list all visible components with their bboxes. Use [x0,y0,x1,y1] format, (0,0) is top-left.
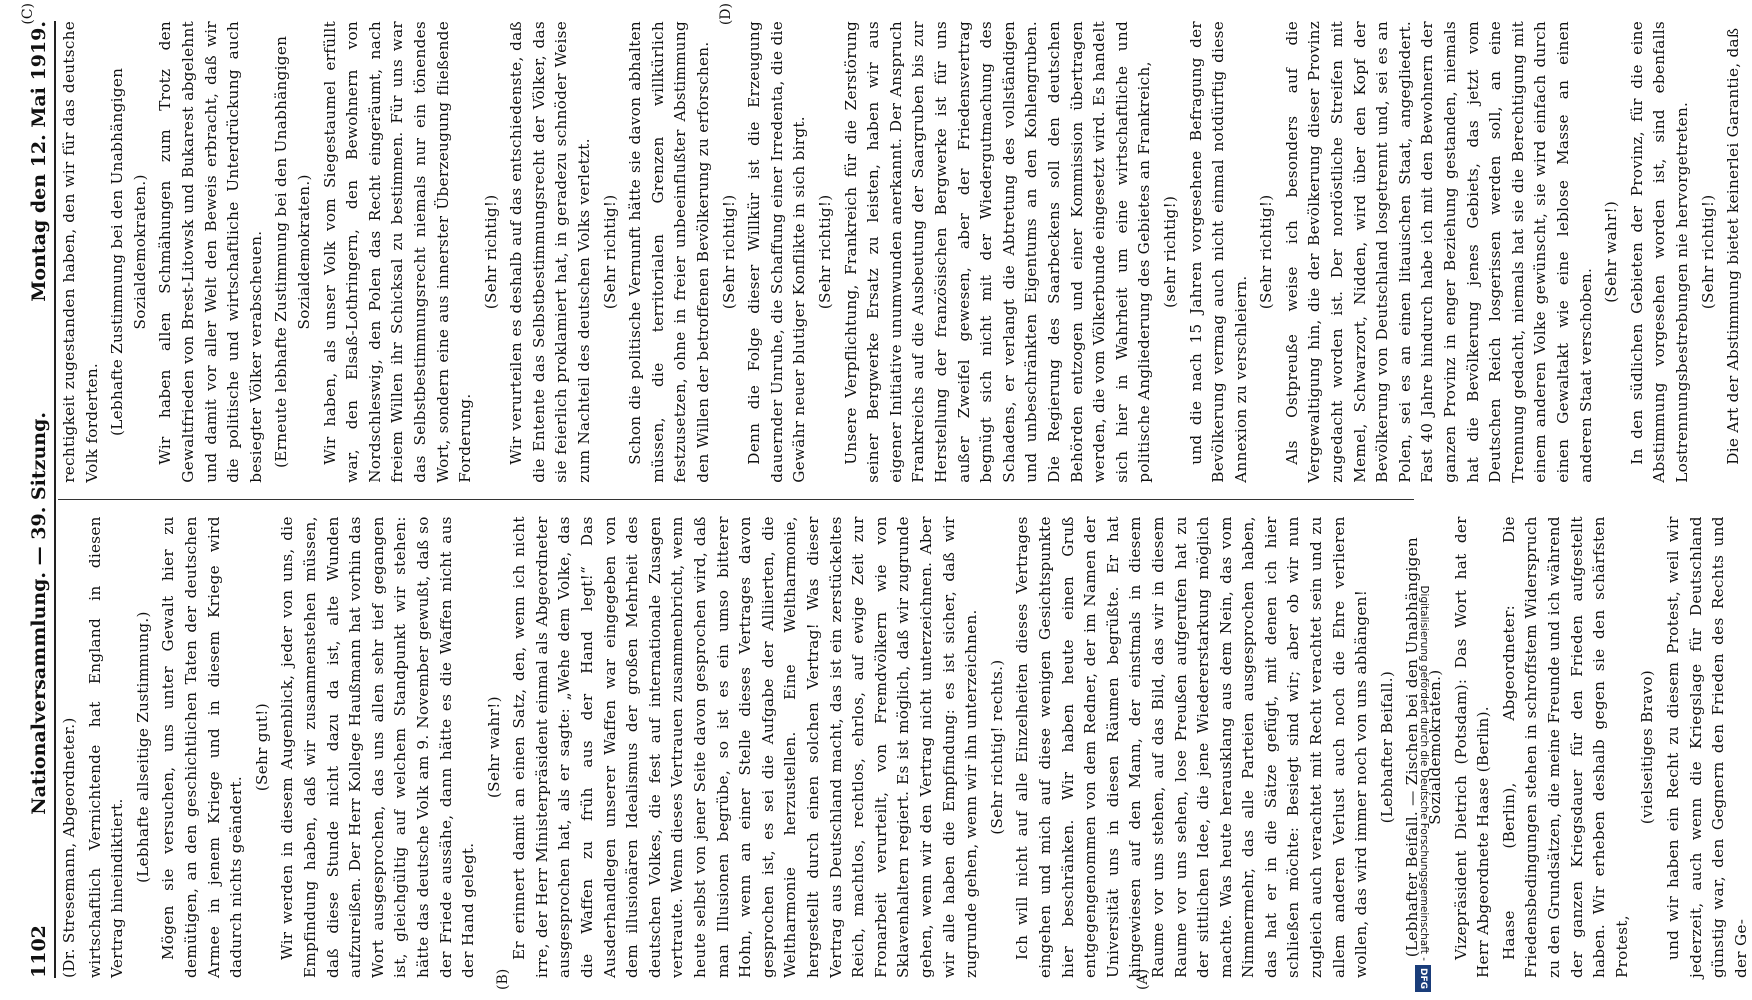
paragraph: Die Art der Abstimmung bietet keinerlei Garantie, daß [1724,27,1743,465]
paragraph: Wir verurteilen es deshalb auf das entschiedenste, daß die Entente das Selbstbestimmungsrecht der Völker, das sie feierlich proklamiert hat, in geradezu schnöder Weise zum Nachteil des deutschen Volks verletzt. [507,21,594,483]
margin-label-a: (A) [1135,968,1151,990]
interjection: (Sehr richtig!) [1698,194,1717,310]
interjection: (Sehr wahr!) [484,696,503,799]
paragraph: Ich will nicht auf alle Einzelheiten dieses Vertrages eingehen und mich auf diese wenigen Gesichtspunkte hier beschränken. Wir haben heute einen Gruß entgegengenommen von dem Redner, der im Namen der Universität uns in diesen Räumen begrüßte. Er hat hingewiesen auf den Mann, der einstmals in diesem Raume vor uns stehen, auf das Bild, das wir in diesem Raume vor uns sehen, lose Preußen aufgerufen hat zu der sittlichen Idee, die jene Wiedererstarkung möglich machte. Was heute herausklang aus dem Nein, das vom Nimmermehr, das alle Parteien ausgesprochen haben, das hat er in die Sätze gefügt, mit denen ich hier schließen möchte: Besiegt sind wir; aber ob wir nun zugleich auch verachtet mit Recht verachtet sein und zu allem anderen Verlust auch noch die Ehre verlieren wollen, das wird immer noch von uns abhängen! [1013,516,1371,978]
interjection: (Lebhafte allseitige Zustimmung.) [133,611,152,884]
paragraph: und die nach 15 Jahren vorgesehene Befragung der Bevölkerung vermag auch nicht einmal notdürftig diese Annexion zu verschleiern. [1186,21,1250,483]
paragraph: Er erinnert damit an einen Satz, den, wenn ich nicht irre, der Herr Ministerpräsident einmal als Abgeordneter ausgesprochen hat, als er sagte: „Wehe dem Volke, das die Waffen zu früh aus der Hand legt!“ Das Ausderhandlegen unserer Waffen war eingegeben von dem illusionären Idealismus der großen Mehrheit des deutschen Volkes, die fest auf internationale Zusagen vertraute. Wenn dieses Vertrauen zusammenbricht, wenn heute selbst von jener Seite davon gesprochen wird, daß man Illusionen begrübe, so ist es ein umso bitterer Hohn, wenn an einer Stelle dieses Vertrages davon gesprochen ist, es sei die Aufgabe der Alliierten, die Weltharmonie herzustellen. Eine Weltharmonie, hergestellt durch einen solchen Vertrag! Was dieser Vertrag aus Deutschland macht, das ist ein zerstückeltes Reich, machtlos, rechtlos, ehrlos, auf ewige Zeit zur Fronarbeit verurteilt, von Fremdvölkern wie von Sklavenhaltern regiert. Es ist möglich, daß wir zugrunde gehen, wenn wir den Vertrag nicht unterzeichnen. Aber wir alle haben die Empfindung: es ist sicher, daß wir zugrunde gehen, wenn wir ihn unterzeichnen. [510,516,981,978]
paragraph: Mögen sie versuchen, uns unter Gewalt hier zu demütigen, an den geschichtlichen Taten der deutschen Armee in jenem Kriege und in diesem Kriege wird dadurch nichts geändert. [159,516,246,978]
margin-label-d: (D) [718,3,734,26]
paragraph: und wir haben ein Recht zu diesem Protest, weil wir jederzeit, auch wenn die Kriegslage für Deutschland günstig war, den Gegnern den Frieden des Rechts und der Ge- [1663,516,1750,978]
paragraph: Schon die politische Vernunft hätte sie davon abhalten müssen, die territorialen Grenzen willkürlich festzusetzen, ohne in freier unbeeinflußter Abstimmung den Willen der betroffenen Bevölkerung zu erforschen. [626,21,713,483]
paragraph: Wir werden in diesem Augenblick, jeder von uns, die Empfindung haben, daß wir zusammenstehen müssen, daß diese Stunde nicht dazu da ist, alte Wunden aufzureißen. Der Herr Kollege Haußmann hat vorhin das Wort ausgesprochen, das uns allen sehr tief gegangen ist, gleichgültig auf welchem Standpunkt wir stehen: hätte das deutsche Volk am 9. November gewußt, daß so der Friede aussähe, dann hätte es die Waffen nicht aus der Hand gelegt. [278,516,478,978]
interjection: (Erneute lebhafte Zustimmung bei den Unabhängigen Sozialdemokraten.) [272,35,313,468]
interjection: (Sehr richtig!) [600,194,619,310]
speaker-note: (Dr. Stresemann, Abgeordneter.) [60,717,78,978]
interjection: (Sehr richtig!) [1257,194,1276,310]
interjection: (Sehr richtig!) [816,194,834,310]
interjection: (Lebhafter Beifall. — Zischen bei den Unabhängigen Sozialdemokraten.) [1403,536,1445,958]
paragraph: Haase (Berlin), Abgeordneter: Die Friedensbedingungen stehen in schroffstem Widerspruch zu den Grundsätzen, die meine Freunde und ich während der ganzen Kriegsdauer für den Frieden aufgestellt haben. Wir erheben deshalb gegen sie den schärfsten Protest, [1499,516,1631,978]
interjection: (Sehr wahr!) [1602,200,1621,303]
paragraph: Unsere Verpflichtung, Frankreich für die Zerstörung seiner Bergwerke Ersatz zu leisten, haben wir aus eigener Initiative unumwunden anerkannt. Der Anspruch Frankreichs auf die Ausbeutung der Saargruben bis zur Herstellung der französischen Bergwerke ist für uns außer Zweifel gewesen, aber der Friedensvertrag begnügt sich nicht mit der Wiedergutmachung des Schadens, er verlangt die Abtretung des vollständigen und unbeschränkten Eigentums an den Kohlengruben. Die Regierung des Saarbeckens soll den deutschen Behörden entzogen und einer Kommission übertragen werden, die vom Völkerbunde eingesetzt wird. Es handelt sich hier in Wahrheit um eine wirtschaftliche und politische Angliederung des Gebietes an Frankreich, [841,21,1154,483]
page-header [8,21,56,978]
margin-label-b: (B) [495,968,511,990]
paragraph: Vizepräsident Dietrich (Potsdam): Das Wort hat der Herr Abgeordnete Haase (Berlin). [1451,516,1493,978]
sidebar-credit [1416,8,1432,992]
interjection: (Sehr gut!) [252,703,271,792]
paragraph: Denn die Folge dieser Willkür ist die Erzeugung dauernder Unruhe, die Schaffung einer Irredenta, die die Gewähr neuer blutiger Konflikte in sich birgt. [745,21,809,483]
paragraph: wirtschaftlich Vernichtende hat England in diesen Vertrag hineindiktiert. [85,516,127,978]
digitization-sidebar [1416,8,1432,992]
paragraph: Als Ostpreuße weise ich besonders auf die Vergewaltigung hin, die der Bevölkerung dieser Provinz zugedacht worden ist. Der nordöstliche Streifen mit Memel, Schwarzort, Nidden, wird über den Kopf der Bevölkerung von Deutschland losgetrennt und, sei es an Polen, sei es an einen litauischen Staat, angegliedert. Fast 40 Jahre hindurch habe ich mit den Bewohnern der ganzen Provinz in enger Beziehung gestanden, niemals hat die Bevölkerung jenes Gebiets, das jetzt vom Deutschen Reich losgerissen werden soll, an eine Trennung gedacht, niemals hat sie die Berechtigung mit einem anderen Volke gewünscht, sie wird einfach durch einen Gewaltakt wie eine leblose Masse an einen anderen Staat verschoben. [1282,21,1595,483]
interjection: (Sehr richtig! rechts.) [987,659,1006,835]
paragraph: In den südlichen Gebieten der Provinz, für die eine Abstimmung vorgesehen worden ist, sind ebenfalls Lostrennungsbestrebungen nie hervorgetreten. [1627,21,1691,483]
sidebar-credit-text: Digitalisierung gefördert durch die Deutsche Forschungsgemeinschaft - [1418,585,1430,961]
page-number: 1102 [28,925,50,978]
interjection: (sehr richtig!) [1160,195,1179,308]
interjection: (Sehr richtig!) [719,194,738,310]
interjection: (vielseitiges Bravo) [1638,670,1657,825]
left-header-title: Nationalversammlung. — 39. Sitzung. [28,412,50,815]
right-column [58,21,1743,499]
paragraph: Wir haben allen Schmähungen zum Trotz den Gewaltfrieden von Brest-Litowsk und Bukarest abgelehnt und damit vor aller Welt den Beweis erbracht, daß wir die politische und wirtschaftliche Unterdrückung auch besiegter Völker verabscheuen. [156,21,265,483]
interjection: (Sehr richtig!) [481,194,500,310]
right-header-title: Montag den 12. Mai 1919. [28,21,50,302]
paragraph: Wir haben, als unser Volk vom Siegestaumel erfüllt war, den Elsaß-Lothringern, den Bewohnern von Nordschleswig, den Polen das Recht eingeräumt, nach freiem Willen ihr Schicksal zu bestimmen. Für uns war das Selbstbestimmungsrecht niemals nur ein tönendes Wort, sondern eine aus innerster Überzeugung fließende Forderung. [320,21,475,483]
interjection: (Lebhafter Beifall.) [1377,670,1396,824]
paragraph: rechtigkeit zugestanden haben, den wir für das deutsche Volk forderten. [60,21,101,483]
dfg-logo: DFG [1415,965,1431,992]
margin-label-c: (C) [20,3,36,25]
interjection: (Lebhafte Zustimmung bei den Unabhängigen Sozialdemokraten.) [108,67,149,436]
